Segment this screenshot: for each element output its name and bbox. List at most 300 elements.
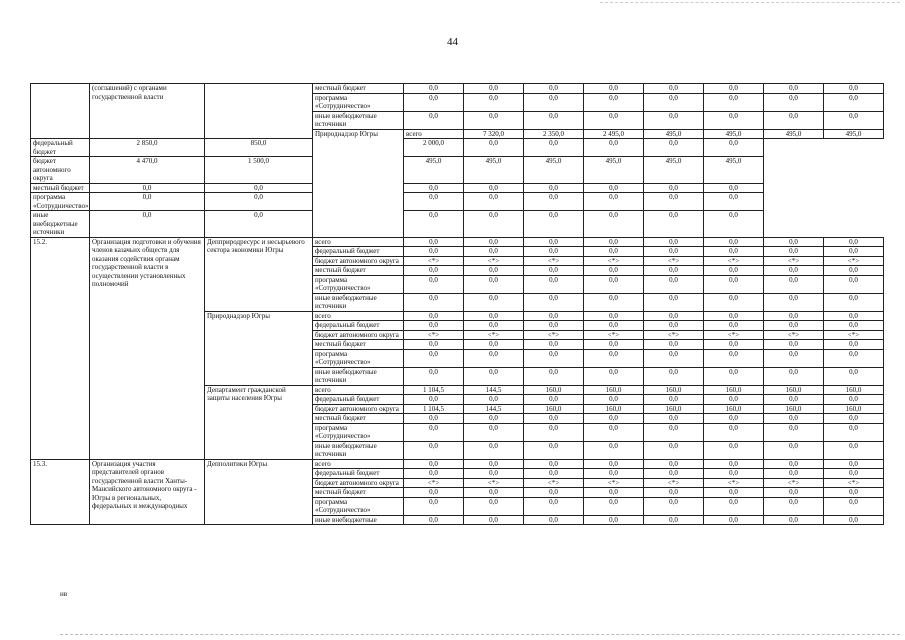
- value-cell: 0,0: [764, 321, 824, 331]
- value-cell: 0,0: [644, 293, 704, 311]
- value-cell: 0,0: [464, 488, 524, 498]
- value-cell: 495,0: [704, 157, 764, 184]
- value-cell: 2 350,0: [524, 129, 584, 139]
- scan-artifact-bottom: [60, 634, 900, 636]
- budget-table: [30, 83, 884, 525]
- value-cell: <*>: [764, 256, 824, 266]
- scan-artifact-top: [600, 2, 900, 4]
- value-cell: 0,0: [584, 139, 644, 157]
- value-cell: 0,0: [404, 414, 464, 424]
- table-row: [31, 157, 884, 184]
- funding-source-cell: местный бюджет: [31, 183, 90, 193]
- value-cell: 0,0: [524, 183, 584, 193]
- value-cell: 0,0: [524, 497, 584, 515]
- value-cell: 0,0: [464, 367, 524, 385]
- value-cell: 0,0: [644, 211, 704, 238]
- value-cell: 0,0: [704, 349, 764, 367]
- value-cell: 0,0: [764, 469, 824, 479]
- footer-mark: нв: [60, 590, 68, 598]
- value-cell: 0,0: [584, 84, 644, 94]
- value-cell: 0,0: [584, 459, 644, 469]
- value-cell: 0,0: [644, 488, 704, 498]
- value-cell: 2 000,0: [404, 139, 464, 157]
- value-cell: 0,0: [584, 395, 644, 405]
- value-cell: 0,0: [764, 488, 824, 498]
- value-cell: 7 320,0: [464, 129, 524, 139]
- table-row: [31, 211, 884, 238]
- value-cell: 0,0: [644, 515, 704, 525]
- value-cell: 0,0: [824, 349, 884, 367]
- value-cell: 0,0: [644, 111, 704, 129]
- value-cell: 0,0: [464, 139, 524, 157]
- value-cell: 0,0: [464, 193, 524, 211]
- value-cell: 0,0: [464, 211, 524, 238]
- value-cell: 0,0: [524, 275, 584, 293]
- funding-source-cell: федеральный бюджет: [313, 469, 404, 479]
- value-cell: 0,0: [644, 84, 704, 94]
- value-cell: 0,0: [764, 275, 824, 293]
- value-cell: 0,0: [464, 247, 524, 257]
- value-cell: 1 500,0: [205, 157, 313, 184]
- table-row: [31, 237, 884, 247]
- executor-cell: Природнадзор Югры: [205, 311, 313, 385]
- value-cell: 160,0: [524, 404, 584, 414]
- value-cell: 0,0: [824, 395, 884, 405]
- funding-source-cell: всего: [313, 385, 404, 395]
- value-cell: 0,0: [704, 183, 764, 193]
- executor-cell: Природнадзор Югры: [313, 129, 404, 237]
- value-cell: 0,0: [584, 237, 644, 247]
- funding-source-cell: местный бюджет: [313, 266, 404, 276]
- funding-source-cell: местный бюджет: [313, 488, 404, 498]
- value-cell: 160,0: [704, 404, 764, 414]
- value-cell: 0,0: [464, 266, 524, 276]
- value-cell: 0,0: [764, 311, 824, 321]
- funding-source-cell: иные внебюджетные источники: [313, 367, 404, 385]
- value-cell: 0,0: [404, 237, 464, 247]
- value-cell: <*>: [464, 478, 524, 488]
- value-cell: 0,0: [644, 247, 704, 257]
- value-cell: 0,0: [404, 515, 464, 525]
- value-cell: 0,0: [764, 247, 824, 257]
- value-cell: 0,0: [584, 414, 644, 424]
- value-cell: 0,0: [584, 469, 644, 479]
- value-cell: 0,0: [524, 469, 584, 479]
- value-cell: 160,0: [824, 385, 884, 395]
- funding-source-cell: местный бюджет: [313, 414, 404, 424]
- value-cell: 0,0: [704, 488, 764, 498]
- value-cell: <*>: [824, 478, 884, 488]
- value-cell: 0,0: [824, 441, 884, 459]
- value-cell: 0,0: [464, 93, 524, 111]
- funding-source-cell: иные внебюджетные: [313, 515, 404, 525]
- value-cell: 0,0: [464, 275, 524, 293]
- value-cell: 0,0: [704, 266, 764, 276]
- value-cell: <*>: [644, 478, 704, 488]
- funding-source-cell: федеральный бюджет: [313, 247, 404, 257]
- value-cell: 160,0: [644, 385, 704, 395]
- value-cell: 0,0: [464, 459, 524, 469]
- value-cell: <*>: [824, 330, 884, 340]
- value-cell: 0,0: [704, 111, 764, 129]
- value-cell: 0,0: [764, 293, 824, 311]
- value-cell: 0,0: [644, 349, 704, 367]
- value-cell: 0,0: [584, 321, 644, 331]
- value-cell: 0,0: [404, 367, 464, 385]
- value-cell: 0,0: [524, 349, 584, 367]
- value-cell: <*>: [764, 478, 824, 488]
- funding-source-cell: местный бюджет: [313, 84, 404, 94]
- value-cell: 0,0: [524, 293, 584, 311]
- value-cell: 0,0: [524, 139, 584, 157]
- value-cell: 0,0: [704, 423, 764, 441]
- value-cell: 0,0: [824, 497, 884, 515]
- funding-source-cell: федеральный бюджет: [313, 395, 404, 405]
- value-cell: 0,0: [464, 237, 524, 247]
- value-cell: 0,0: [524, 84, 584, 94]
- value-cell: <*>: [704, 330, 764, 340]
- value-cell: 160,0: [704, 385, 764, 395]
- value-cell: <*>: [584, 256, 644, 266]
- funding-source-cell: бюджет автономного округа: [313, 256, 404, 266]
- value-cell: 0,0: [524, 193, 584, 211]
- value-cell: 0,0: [704, 321, 764, 331]
- funding-source-cell: всего: [313, 237, 404, 247]
- value-cell: 0,0: [644, 367, 704, 385]
- value-cell: <*>: [464, 330, 524, 340]
- value-cell: 0,0: [464, 515, 524, 525]
- value-cell: 850,0: [205, 139, 313, 157]
- value-cell: 4 470,0: [90, 157, 205, 184]
- program-cell: (соглашений) с органами государственной власти: [90, 84, 205, 139]
- value-cell: 0,0: [704, 459, 764, 469]
- value-cell: 0,0: [90, 193, 205, 211]
- value-cell: 0,0: [704, 340, 764, 350]
- value-cell: 0,0: [464, 469, 524, 479]
- value-cell: 0,0: [644, 423, 704, 441]
- value-cell: 0,0: [644, 183, 704, 193]
- table-row: [31, 84, 884, 94]
- program-cell: Организация участия представителей органов государственной власти Ханты-Мансийского автономного округа - Югры в региональных, федеральных и международных: [90, 459, 205, 525]
- value-cell: 0,0: [704, 139, 764, 157]
- value-cell: 0,0: [824, 469, 884, 479]
- value-cell: 0,0: [764, 237, 824, 247]
- value-cell: 0,0: [704, 84, 764, 94]
- value-cell: 0,0: [404, 340, 464, 350]
- value-cell: 2 495,0: [584, 129, 644, 139]
- value-cell: <*>: [824, 256, 884, 266]
- value-cell: 160,0: [524, 385, 584, 395]
- value-cell: 144,5: [464, 385, 524, 395]
- value-cell: 0,0: [704, 311, 764, 321]
- value-cell: 0,0: [404, 193, 464, 211]
- value-cell: 495,0: [584, 157, 644, 184]
- value-cell: 0,0: [824, 247, 884, 257]
- row-number-cell: [31, 84, 90, 139]
- value-cell: 0,0: [584, 193, 644, 211]
- value-cell: 144,5: [464, 404, 524, 414]
- value-cell: 0,0: [464, 340, 524, 350]
- value-cell: 0,0: [404, 293, 464, 311]
- value-cell: 160,0: [764, 385, 824, 395]
- value-cell: 0,0: [704, 237, 764, 247]
- value-cell: 0,0: [404, 84, 464, 94]
- value-cell: 0,0: [704, 441, 764, 459]
- value-cell: 0,0: [824, 414, 884, 424]
- value-cell: 0,0: [524, 321, 584, 331]
- value-cell: 0,0: [404, 211, 464, 238]
- value-cell: 0,0: [464, 414, 524, 424]
- value-cell: 0,0: [584, 111, 644, 129]
- funding-source-cell: программа «Сотрудничество»: [313, 423, 404, 441]
- funding-source-cell: бюджет автономного округа: [313, 478, 404, 488]
- value-cell: 0,0: [205, 193, 313, 211]
- value-cell: <*>: [524, 478, 584, 488]
- value-cell: 0,0: [704, 293, 764, 311]
- value-cell: 0,0: [524, 367, 584, 385]
- value-cell: 0,0: [464, 321, 524, 331]
- funding-source-cell: программа «Сотрудничество»: [31, 193, 90, 211]
- funding-source-cell: федеральный бюджет: [313, 321, 404, 331]
- value-cell: 0,0: [90, 211, 205, 238]
- value-cell: 0,0: [584, 266, 644, 276]
- value-cell: 0,0: [524, 93, 584, 111]
- value-cell: 0,0: [524, 111, 584, 129]
- value-cell: 0,0: [704, 414, 764, 424]
- value-cell: 0,0: [584, 367, 644, 385]
- value-cell: 0,0: [824, 84, 884, 94]
- funding-source-cell: федеральный бюджет: [31, 139, 90, 157]
- value-cell: <*>: [584, 330, 644, 340]
- value-cell: 0,0: [824, 459, 884, 469]
- value-cell: 160,0: [584, 404, 644, 414]
- value-cell: 0,0: [524, 423, 584, 441]
- funding-source-cell: всего: [313, 311, 404, 321]
- row-number-cell: 15.3.: [31, 459, 90, 525]
- value-cell: 0,0: [524, 459, 584, 469]
- funding-source-cell: бюджет автономного округа: [313, 404, 404, 414]
- value-cell: 0,0: [524, 211, 584, 238]
- value-cell: 0,0: [524, 247, 584, 257]
- value-cell: 0,0: [404, 93, 464, 111]
- value-cell: <*>: [524, 256, 584, 266]
- value-cell: 0,0: [824, 275, 884, 293]
- value-cell: 0,0: [644, 441, 704, 459]
- value-cell: 0,0: [464, 497, 524, 515]
- funding-source-cell: иные внебюджетные источники: [31, 211, 90, 238]
- value-cell: 0,0: [764, 367, 824, 385]
- value-cell: 0,0: [704, 367, 764, 385]
- value-cell: 0,0: [584, 488, 644, 498]
- value-cell: 0,0: [764, 395, 824, 405]
- value-cell: 0,0: [824, 93, 884, 111]
- funding-source-cell: бюджет автономного округа: [31, 157, 90, 184]
- value-cell: 0,0: [404, 441, 464, 459]
- value-cell: 0,0: [764, 423, 824, 441]
- value-cell: <*>: [524, 330, 584, 340]
- value-cell: 0,0: [644, 311, 704, 321]
- value-cell: 0,0: [524, 311, 584, 321]
- value-cell: 0,0: [764, 441, 824, 459]
- table-row: [31, 193, 884, 211]
- value-cell: 0,0: [764, 93, 824, 111]
- value-cell: 0,0: [764, 459, 824, 469]
- value-cell: 0,0: [764, 497, 824, 515]
- value-cell: 160,0: [584, 385, 644, 395]
- funding-source-cell: программа «Сотрудничество»: [313, 349, 404, 367]
- value-cell: 0,0: [584, 311, 644, 321]
- value-cell: 0,0: [524, 340, 584, 350]
- value-cell: 0,0: [644, 469, 704, 479]
- funding-source-cell: всего: [313, 459, 404, 469]
- funding-source-cell: программа «Сотрудничество»: [313, 93, 404, 111]
- value-cell: 0,0: [584, 211, 644, 238]
- value-cell: <*>: [404, 330, 464, 340]
- value-cell: <*>: [644, 256, 704, 266]
- value-cell: 0,0: [464, 183, 524, 193]
- value-cell: 0,0: [824, 321, 884, 331]
- value-cell: 0,0: [644, 237, 704, 247]
- value-cell: 2 850,0: [90, 139, 205, 157]
- value-cell: 1 104,5: [404, 385, 464, 395]
- value-cell: 0,0: [524, 395, 584, 405]
- value-cell: 0,0: [524, 515, 584, 525]
- value-cell: 0,0: [824, 340, 884, 350]
- value-cell: 0,0: [464, 311, 524, 321]
- value-cell: 0,0: [584, 293, 644, 311]
- value-cell: 0,0: [764, 84, 824, 94]
- value-cell: <*>: [644, 330, 704, 340]
- value-cell: 0,0: [464, 84, 524, 94]
- value-cell: 0,0: [404, 488, 464, 498]
- value-cell: 1 104,5: [404, 404, 464, 414]
- funding-source-cell: бюджет автономного округа: [313, 330, 404, 340]
- value-cell: 0,0: [824, 515, 884, 525]
- value-cell: 0,0: [704, 93, 764, 111]
- value-cell: 0,0: [764, 266, 824, 276]
- value-cell: 0,0: [824, 423, 884, 441]
- value-cell: 0,0: [704, 515, 764, 525]
- value-cell: 0,0: [404, 183, 464, 193]
- value-cell: 160,0: [644, 404, 704, 414]
- value-cell: <*>: [704, 256, 764, 266]
- value-cell: 0,0: [644, 459, 704, 469]
- value-cell: 0,0: [704, 193, 764, 211]
- value-cell: 0,0: [205, 183, 313, 193]
- value-cell: 0,0: [644, 321, 704, 331]
- page-number: 44: [447, 36, 458, 48]
- value-cell: 0,0: [584, 247, 644, 257]
- value-cell: 0,0: [584, 441, 644, 459]
- value-cell: 0,0: [404, 395, 464, 405]
- value-cell: 0,0: [644, 193, 704, 211]
- value-cell: 495,0: [824, 129, 884, 139]
- value-cell: 0,0: [90, 183, 205, 193]
- executor-cell: [205, 84, 313, 139]
- value-cell: 0,0: [404, 469, 464, 479]
- table-row: [31, 183, 884, 193]
- value-cell: 0,0: [404, 459, 464, 469]
- value-cell: 495,0: [524, 157, 584, 184]
- value-cell: 0,0: [584, 340, 644, 350]
- value-cell: 0,0: [824, 311, 884, 321]
- value-cell: 0,0: [524, 414, 584, 424]
- value-cell: 0,0: [584, 515, 644, 525]
- value-cell: 0,0: [464, 349, 524, 367]
- value-cell: 0,0: [824, 293, 884, 311]
- value-cell: 0,0: [644, 266, 704, 276]
- value-cell: 0,0: [704, 469, 764, 479]
- value-cell: 0,0: [404, 311, 464, 321]
- value-cell: 0,0: [404, 111, 464, 129]
- value-cell: 0,0: [764, 111, 824, 129]
- value-cell: 495,0: [704, 129, 764, 139]
- funding-source-cell: программа «Сотрудничество»: [313, 275, 404, 293]
- value-cell: 0,0: [764, 414, 824, 424]
- value-cell: 0,0: [524, 266, 584, 276]
- funding-source-cell: программа «Сотрудничество»: [313, 497, 404, 515]
- value-cell: 0,0: [764, 515, 824, 525]
- value-cell: 0,0: [524, 237, 584, 247]
- value-cell: 0,0: [824, 367, 884, 385]
- value-cell: <*>: [404, 256, 464, 266]
- value-cell: 495,0: [404, 157, 464, 184]
- value-cell: 0,0: [584, 423, 644, 441]
- value-cell: 495,0: [644, 129, 704, 139]
- value-cell: 495,0: [464, 157, 524, 184]
- value-cell: 0,0: [704, 211, 764, 238]
- value-cell: 0,0: [205, 211, 313, 238]
- value-cell: 0,0: [644, 275, 704, 293]
- value-cell: 0,0: [644, 497, 704, 515]
- program-cell: Организация подготовки и обучения членов казачьих обществ для оказания содействия органам государственной власти в осуществлении установленных полномочий: [90, 237, 205, 459]
- value-cell: 0,0: [464, 441, 524, 459]
- value-cell: 495,0: [764, 129, 824, 139]
- value-cell: 0,0: [824, 111, 884, 129]
- executor-cell: Депполитики Югры: [205, 459, 313, 525]
- value-cell: 0,0: [584, 93, 644, 111]
- value-cell: 0,0: [524, 488, 584, 498]
- value-cell: 0,0: [824, 266, 884, 276]
- funding-source-cell: иные внебюджетные источники: [313, 111, 404, 129]
- funding-source-cell: всего: [404, 129, 464, 139]
- value-cell: 0,0: [404, 247, 464, 257]
- value-cell: <*>: [764, 330, 824, 340]
- value-cell: <*>: [464, 256, 524, 266]
- value-cell: 495,0: [644, 157, 704, 184]
- value-cell: 160,0: [824, 404, 884, 414]
- value-cell: 0,0: [404, 266, 464, 276]
- value-cell: 0,0: [764, 340, 824, 350]
- value-cell: 0,0: [464, 111, 524, 129]
- value-cell: 0,0: [584, 349, 644, 367]
- value-cell: 0,0: [644, 414, 704, 424]
- value-cell: 0,0: [584, 183, 644, 193]
- value-cell: 0,0: [584, 275, 644, 293]
- value-cell: 0,0: [464, 293, 524, 311]
- value-cell: 0,0: [584, 497, 644, 515]
- funding-source-cell: иные внебюджетные источники: [313, 293, 404, 311]
- value-cell: 0,0: [404, 423, 464, 441]
- table-row: [31, 139, 884, 157]
- value-cell: <*>: [584, 478, 644, 488]
- value-cell: 0,0: [404, 321, 464, 331]
- value-cell: 0,0: [764, 349, 824, 367]
- value-cell: 160,0: [764, 404, 824, 414]
- value-cell: 0,0: [524, 441, 584, 459]
- value-cell: 0,0: [644, 139, 704, 157]
- value-cell: 0,0: [824, 237, 884, 247]
